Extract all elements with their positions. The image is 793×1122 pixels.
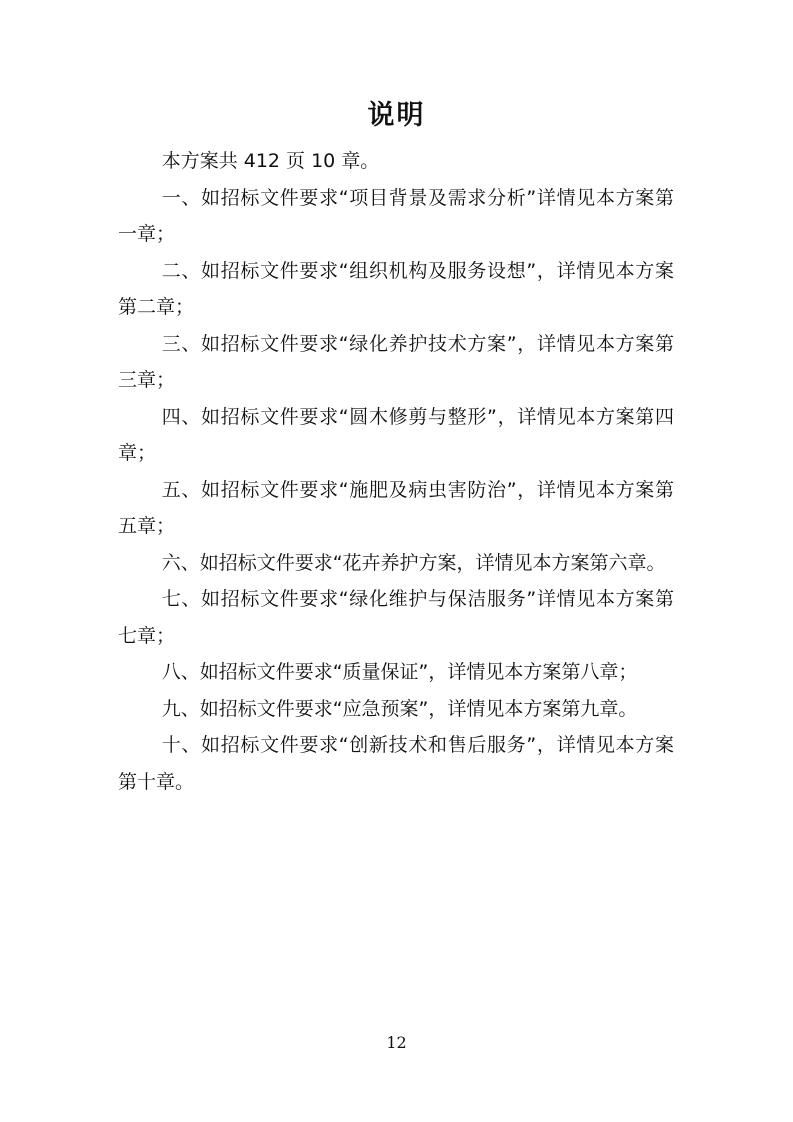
page-title: 说明	[367, 100, 426, 131]
intro-paragraph: 本方案共 412 页 10 章。	[161, 150, 380, 172]
list-item: 一、如招标文件要求“项目背景及需求分析”详情见本方案第一章；	[118, 186, 674, 245]
list-item: 四、如招标文件要求“圆木修剪与整形”，详情见本方案第四章；	[118, 405, 674, 464]
list-item: 七、如招标文件要求“绿化维护与保洁服务”详情见本方案第七章；	[118, 588, 674, 647]
page-number: 12	[386, 1033, 407, 1052]
list-item: 九、如招标文件要求“应急预案”，详情见本方案第九章。	[161, 697, 638, 720]
list-item: 八、如招标文件要求“质量保证”，详情见本方案第八章；	[161, 661, 638, 683]
list-item: 五、如招标文件要求“施肥及病虫害防治”，详情见本方案第五章；	[118, 478, 674, 537]
list-item: 二、如招标文件要求“组织机构及服务设想”，详情见本方案第二章；	[118, 259, 674, 318]
list-item: 三、如招标文件要求“绿化养护技术方案”，详情见本方案第三章；	[118, 332, 674, 391]
list-item: 十、如招标文件要求“创新技术和售后服务”，详情见本方案第十章。	[118, 734, 674, 793]
document-body	[118, 143, 674, 800]
list-item: 六、如招标文件要求“花卉养护方案，详情见本方案第六章。	[161, 551, 666, 574]
